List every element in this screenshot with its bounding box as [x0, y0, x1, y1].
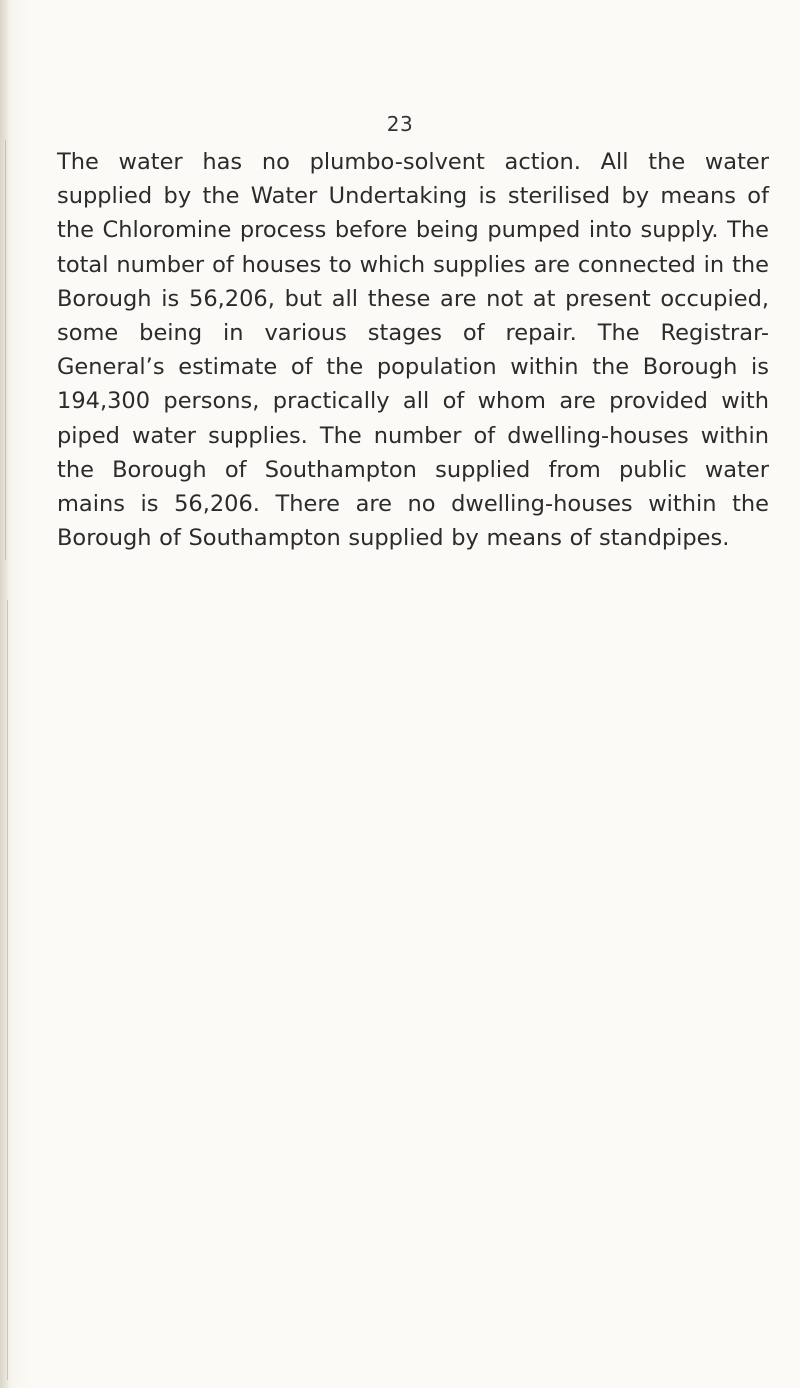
binding-edge-line: [5, 140, 6, 560]
binding-edge-line: [7, 600, 8, 1380]
body-paragraph: The water has no plumbo-solvent action. All the water supplied by the Water Undertaking is sterilised by means of the Chloromine process before being pumped into supply. The total number of houses to which supplies are connected in the Borough is 56,206, but all these are not at present occupied, some being in various stages of repair. The Registrar-General’s estimate of the population within the Borough is 194,300 persons, practically all of whom are provided with piped water supplies. The number of dwelling-houses within the Borough of Southampton supplied from public water mains is 56,206. There are no dwelling-houses within the Borough of Southampton supplied by means of standpipes.: [57, 149, 769, 552]
page-number: 23: [386, 112, 414, 136]
